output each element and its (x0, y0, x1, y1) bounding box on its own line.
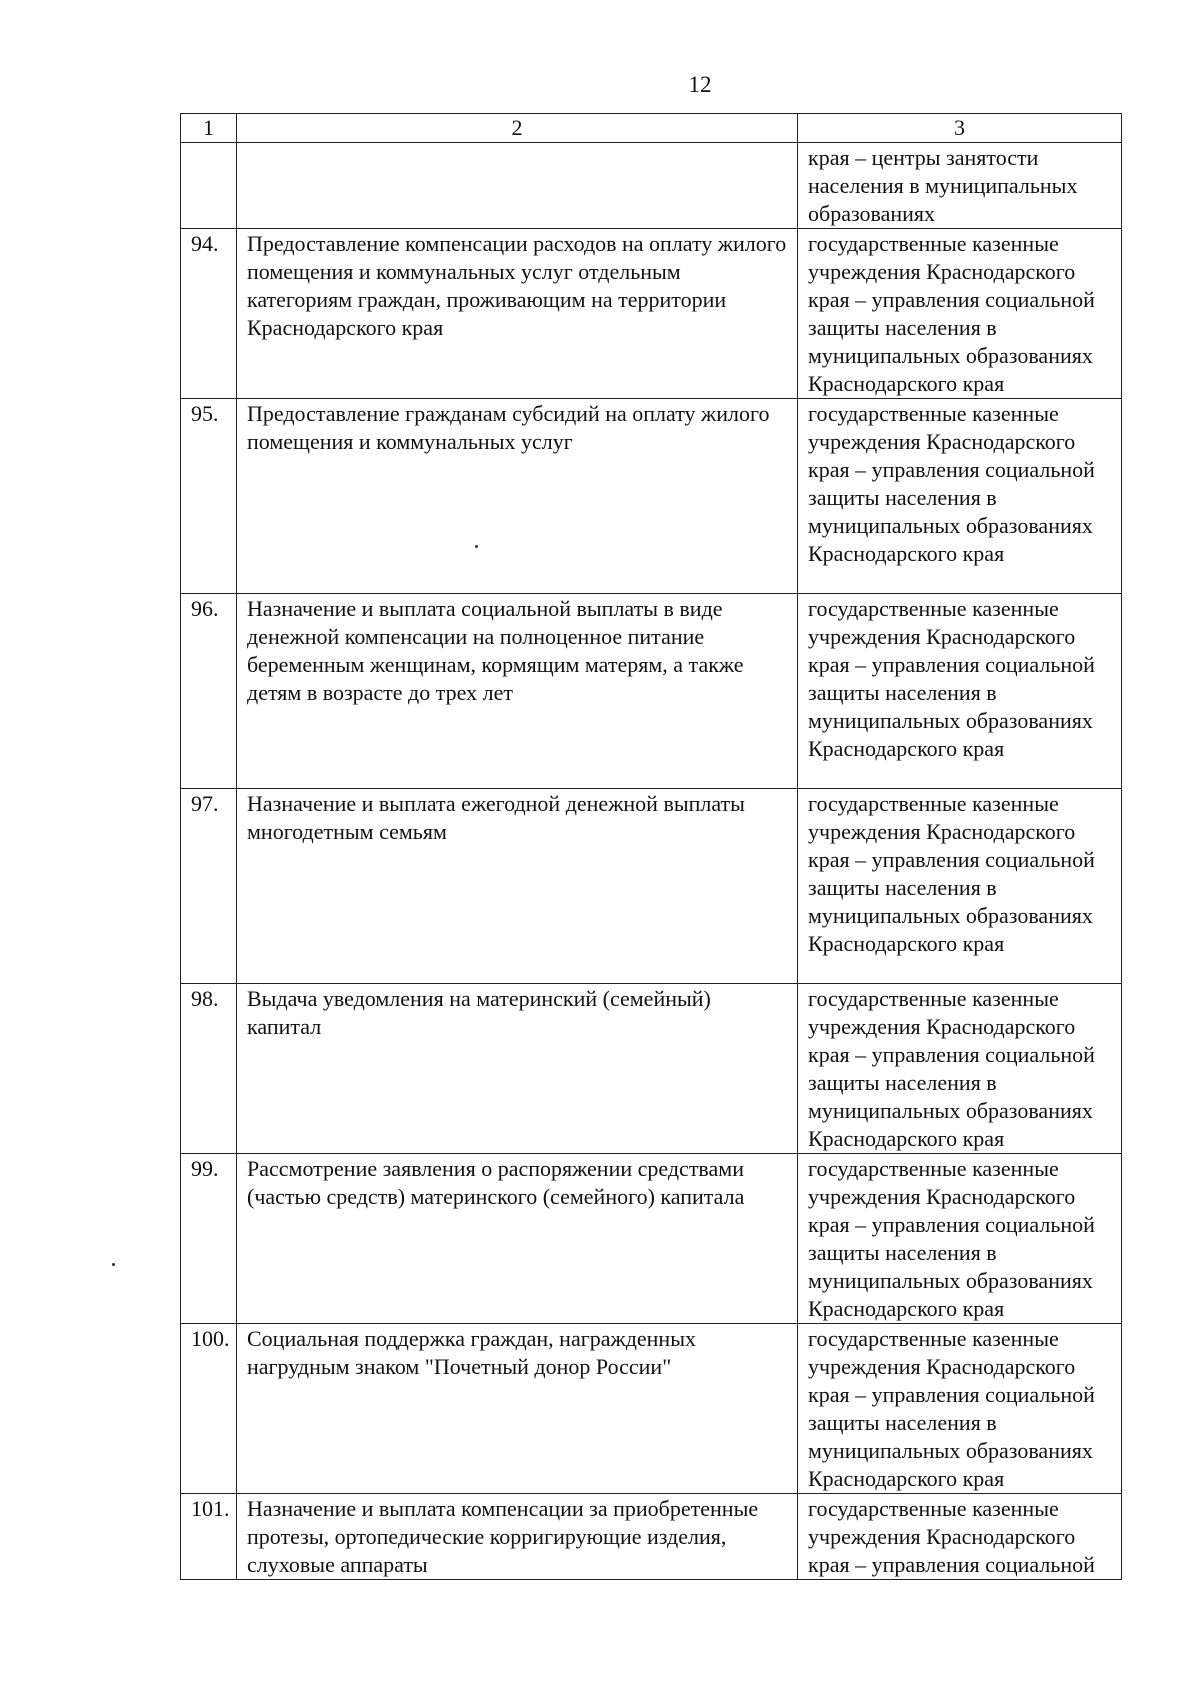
authority-name: края – центры занятости населения в муниципальных образованиях (798, 143, 1122, 229)
table-row (181, 984, 1122, 1154)
row-number: 98. (181, 984, 237, 1154)
row-number (181, 143, 237, 229)
service-name: Выдача уведомления на материнский (семейный) капитал (237, 984, 798, 1154)
page-number: 12 (688, 72, 712, 97)
service-name: Назначение и выплата ежегодной денежной выплаты многодетным семьям (237, 789, 798, 984)
authority-name: государственные казенные учреждения Краснодарского края – управления социальной защиты населения в муниципальных образованиях Краснодарского края (798, 1154, 1122, 1324)
row-number: 96. (181, 594, 237, 789)
authority-name: государственные казенные учреждения Краснодарского края – управления социальной защиты населения в муниципальных образованиях Краснодарского края (798, 789, 1122, 984)
table-row (181, 1494, 1122, 1580)
table-row (181, 1324, 1122, 1494)
table-row-continuation (181, 143, 1122, 229)
header-col-1: 1 (181, 114, 237, 143)
service-name: Назначение и выплата компенсации за приобретенные протезы, ортопедические корригирующие изделия, слуховые аппараты (237, 1494, 798, 1580)
authority-name: государственные казенные учреждения Краснодарского края – управления социальной защиты населения в муниципальных образованиях Краснодарского края (798, 594, 1122, 789)
table-row (181, 399, 1122, 594)
table-row (181, 229, 1122, 399)
header-col-2: 2 (237, 114, 798, 143)
row-number: 100. (181, 1324, 237, 1494)
table-row (181, 789, 1122, 984)
table-row (181, 594, 1122, 789)
row-number: 101. (181, 1494, 237, 1580)
authority-name: государственные казенные учреждения Краснодарского края – управления социальной защиты населения в муниципальных образованиях Краснодарского края (798, 399, 1122, 594)
authority-name: государственные казенные учреждения Краснодарского края – управления социальной защиты населения в муниципальных образованиях Краснодарского края (798, 229, 1122, 399)
service-name: Предоставление компенсации расходов на оплату жилого помещения и коммунальных услуг отдельным категориям граждан, проживающим на территории Краснодарского края (237, 229, 798, 399)
table-row (181, 1154, 1122, 1324)
authority-name: государственные казенные учреждения Краснодарского края – управления социальной защиты населения в муниципальных образованиях Краснодарского края (798, 984, 1122, 1154)
scan-speck (475, 545, 478, 548)
authority-name: государственные казенные учреждения Краснодарского края – управления социальной (798, 1494, 1122, 1580)
header-col-3: 3 (798, 114, 1122, 143)
service-name: Рассмотрение заявления о распоряжении средствами (частью средств) материнского (семейного) капитала (237, 1154, 798, 1324)
service-name: Назначение и выплата социальной выплаты в виде денежной компенсации на полноценное питание беременным женщинам, кормящим матерям, а также детям в возрасте до трех лет (237, 594, 798, 789)
table-header-row (181, 114, 1122, 143)
service-name (237, 143, 798, 229)
services-table (180, 113, 1122, 1580)
row-number: 94. (181, 229, 237, 399)
service-name: Социальная поддержка граждан, награжденных нагрудным знаком "Почетный донор России" (237, 1324, 798, 1494)
service-name: Предоставление гражданам субсидий на оплату жилого помещения и коммунальных услуг (237, 399, 798, 594)
row-number: 99. (181, 1154, 237, 1324)
row-number: 97. (181, 789, 237, 984)
authority-name: государственные казенные учреждения Краснодарского края – управления социальной защиты населения в муниципальных образованиях Краснодарского края (798, 1324, 1122, 1494)
row-number: 95. (181, 399, 237, 594)
scan-speck (112, 1263, 115, 1266)
